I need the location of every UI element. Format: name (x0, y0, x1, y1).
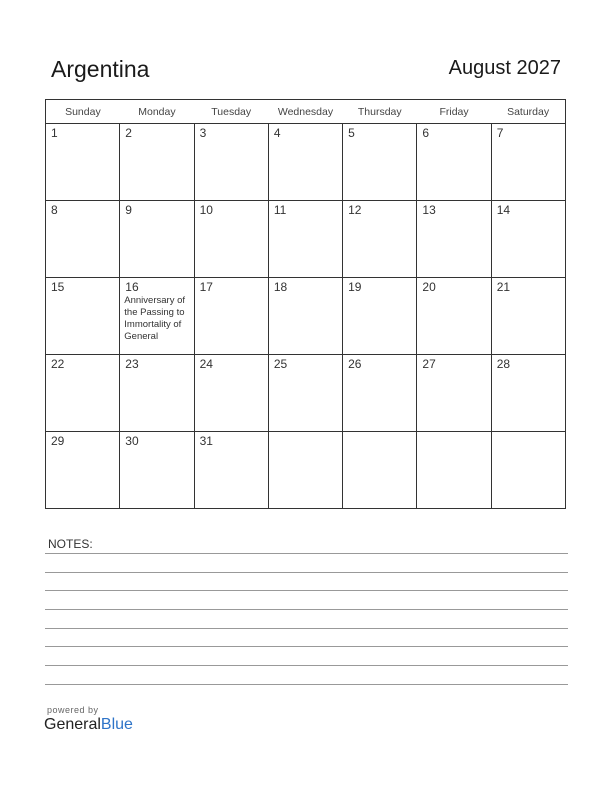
note-line (45, 572, 568, 573)
calendar-day-cell[interactable] (491, 124, 565, 201)
calendar-week-row (46, 201, 566, 278)
calendar-grid (45, 99, 566, 509)
day-number: 4 (273, 126, 281, 140)
calendar-day-cell[interactable] (417, 278, 491, 355)
calendar-day-cell[interactable] (46, 124, 120, 201)
day-number: 18 (273, 280, 288, 294)
calendar-day-cell[interactable] (417, 201, 491, 278)
day-number: 22 (51, 357, 65, 371)
calendar-day-cell[interactable] (120, 278, 194, 355)
weekday-header: Thursday (343, 100, 417, 124)
brand-text-general: General (44, 716, 101, 733)
generalblue-logo[interactable] (44, 716, 133, 734)
calendar-day-cell[interactable] (46, 355, 120, 432)
calendar-day-cell[interactable] (120, 124, 194, 201)
calendar-day-cell[interactable] (194, 124, 268, 201)
calendar-day-cell[interactable] (120, 432, 194, 509)
calendar-day-cell[interactable] (343, 432, 417, 509)
day-number: 20 (422, 280, 436, 294)
calendar-day-cell[interactable] (343, 124, 417, 201)
note-line (45, 609, 568, 610)
day-number: 13 (422, 203, 436, 217)
notes-label: NOTES: (48, 537, 93, 551)
calendar-day-cell[interactable] (343, 201, 417, 278)
calendar-day-cell[interactable] (194, 355, 268, 432)
day-number: 27 (422, 357, 436, 371)
note-line (45, 628, 568, 629)
weekday-header: Friday (417, 100, 491, 124)
calendar-day-cell[interactable] (46, 201, 120, 278)
calendar-week-row (46, 278, 566, 355)
calendar-day-cell[interactable] (491, 201, 565, 278)
day-number: 5 (348, 126, 355, 140)
day-number: 11 (273, 203, 287, 217)
day-number: 29 (51, 434, 65, 448)
weekday-header: Tuesday (194, 100, 268, 124)
weekday-header: Sunday (46, 100, 120, 124)
day-number: 7 (496, 126, 504, 140)
day-number: 15 (51, 280, 65, 294)
day-number: 17 (199, 280, 213, 294)
day-number: 2 (125, 126, 132, 140)
brand-text-blue: Blue (100, 716, 133, 733)
day-number: 8 (51, 203, 58, 217)
calendar-day-cell[interactable] (46, 278, 120, 355)
calendar-day-cell[interactable] (343, 355, 417, 432)
day-number: 9 (125, 203, 132, 217)
calendar-day-cell[interactable] (120, 201, 194, 278)
calendar-day-cell[interactable] (194, 432, 268, 509)
weekday-header: Saturday (491, 100, 565, 124)
calendar-day-cell[interactable] (120, 355, 194, 432)
calendar-day-cell[interactable] (268, 355, 342, 432)
day-number: 30 (125, 434, 139, 448)
note-line (45, 646, 568, 647)
day-number: 21 (496, 280, 511, 294)
calendar-week-row (46, 124, 566, 201)
calendar-day-cell[interactable] (268, 124, 342, 201)
day-number: 12 (348, 203, 362, 217)
calendar-day-cell[interactable] (491, 432, 565, 509)
powered-by-text: powered by (47, 705, 99, 715)
day-number: 23 (125, 357, 139, 371)
day-number: 24 (199, 357, 213, 371)
calendar-day-cell[interactable] (417, 124, 491, 201)
day-number: 6 (422, 126, 430, 140)
calendar-day-cell[interactable] (491, 278, 565, 355)
calendar-day-cell[interactable] (343, 278, 417, 355)
calendar-day-cell[interactable] (417, 432, 491, 509)
day-number: 14 (496, 203, 511, 217)
calendar-day-cell[interactable] (491, 355, 565, 432)
calendar-week-row (46, 432, 566, 509)
day-number: 31 (199, 434, 213, 448)
day-number: 10 (199, 203, 213, 217)
day-number: 16 (125, 280, 139, 294)
holiday-event: Anniversary of the Passing to Immortality of General (124, 295, 186, 342)
note-line (45, 665, 568, 666)
month-year-title: August 2027 (448, 57, 561, 79)
day-number: 1 (51, 126, 58, 140)
weekday-header: Wednesday (268, 100, 342, 124)
calendar-day-cell[interactable] (194, 201, 268, 278)
calendar-week-row (46, 355, 566, 432)
day-number: 28 (496, 357, 511, 371)
country-title: Argentina (51, 56, 150, 82)
calendar-day-cell[interactable] (268, 432, 342, 509)
calendar-day-cell[interactable] (417, 355, 491, 432)
day-number: 26 (348, 357, 362, 371)
day-number: 25 (273, 357, 288, 371)
note-line (45, 590, 568, 591)
day-number: 3 (199, 126, 207, 140)
calendar-day-cell[interactable] (268, 278, 342, 355)
weekday-header: Monday (120, 100, 194, 124)
weekday-header-row (46, 100, 566, 124)
calendar-day-cell[interactable] (46, 432, 120, 509)
day-number: 19 (348, 280, 362, 294)
calendar-day-cell[interactable] (194, 278, 268, 355)
calendar-day-cell[interactable] (268, 201, 342, 278)
note-line (45, 553, 568, 554)
note-line (45, 684, 568, 685)
